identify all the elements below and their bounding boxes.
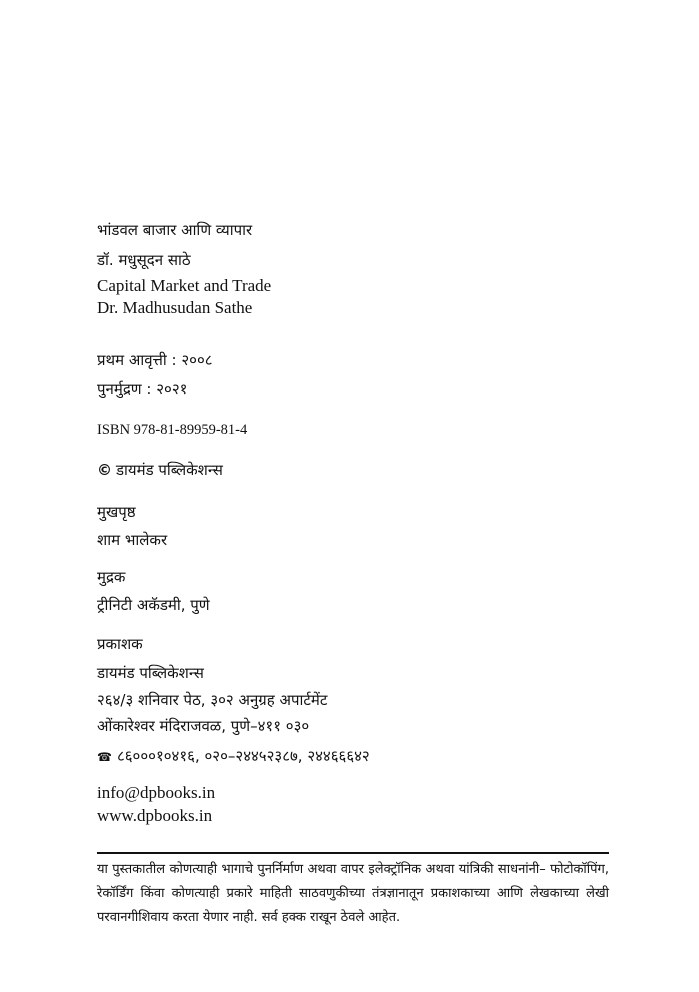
publisher-name: डायमंड पब्लिकेशन्स — [97, 664, 204, 682]
isbn: ISBN 978-81-89959-81-4 — [97, 422, 248, 438]
publisher-label: प्रकाशक — [97, 635, 143, 653]
phone-icon: ☎ — [97, 750, 112, 764]
cover-artist: शाम भालेकर — [97, 531, 168, 549]
book-title-english: Capital Market and Trade — [97, 276, 272, 295]
reprint: पुनर्मुद्रण : २०२१ — [97, 380, 188, 398]
publisher-address-line2: ओंकारेश्वर मंदिराजवळ, पुणे–४११ ०३० — [97, 717, 310, 735]
phone-numbers: ८६०००१०४१६, ०२०–२४४५२३८७, २४४६६६४२ — [116, 747, 370, 765]
copyright-line — [97, 460, 223, 480]
copyright-holder: डायमंड पब्लिकेशन्स — [116, 461, 223, 479]
phone-line — [97, 746, 370, 766]
divider — [97, 852, 609, 854]
email-link[interactable]: info@dpbooks.in — [97, 783, 216, 802]
author-marathi: डॉ. मधुसूदन साठे — [97, 251, 191, 269]
book-title-marathi: भांडवल बाजार आणि व्यापार — [97, 221, 253, 239]
copyright-symbol: © — [97, 461, 112, 479]
website-link[interactable]: www.dpbooks.in — [97, 806, 213, 825]
printer-label: मुद्रक — [97, 568, 126, 586]
cover-label: मुखपृष्ठ — [97, 503, 136, 521]
copyright-page — [97, 0, 609, 992]
printer-name: ट्रीनिटी अकॅडमी, पुणे — [97, 596, 210, 614]
first-edition: प्रथम आवृत्ती : २००८ — [97, 351, 213, 369]
author-english: Dr. Madhusudan Sathe — [97, 298, 253, 317]
publisher-address-line1: २६४/३ शनिवार पेठ, ३०२ अनुग्रह अपार्टमेंट — [97, 691, 328, 709]
rights-notice: या पुस्तकातील कोणत्याही भागाचे पुनर्निर्माण अथवा वापर इलेक्ट्रॉनिक अथवा यांत्रिकी साधनांनी– फोटोकॉपिंग, रेकॉर्डिंग किंवा कोणत्याही प्रकारे माहिती साठवणुकीच्या तंत्रज्ञानातून प्रकाशकाच्या आणि लेखकाच्या लेखी परवानगीशिवाय करता येणार नाही. सर्व हक्क राखून ठेवले आहेत. — [97, 862, 609, 925]
